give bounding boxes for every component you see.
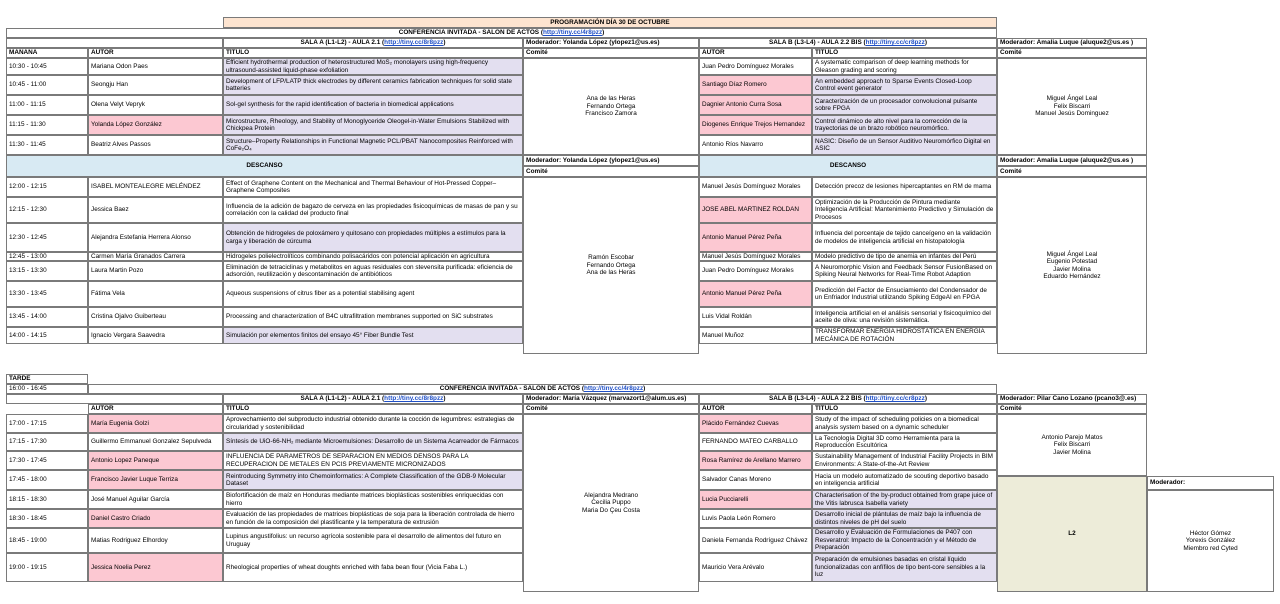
session-label-afternoon: TARDE	[6, 374, 88, 384]
col-comite-b2: Comité	[997, 166, 1147, 177]
title-room-a: Effect of Graphene Content on the Mechanical and Thermal Behaviour of Hot-Pressed Copper–Graphene Composites	[223, 177, 523, 197]
author-room-a: Ignacio Vergara Saavedra	[88, 327, 223, 344]
title-room-a: Evaluación de las propiedades de matrices bioplásticas de soja para la liberación controlada de hierro en función de la composición del plastificante y la temperatura de extrusión	[223, 509, 523, 528]
committee-member: Manuel Jesús Dominguez	[1035, 110, 1109, 118]
col-autor-a: AUTOR	[88, 48, 223, 58]
room-a-prefix: SALA A (L1-L2) - AULA 2.1 (	[300, 395, 385, 403]
time-slot: 12:15 - 12:30	[6, 197, 88, 223]
afternoon-moderator-b: Moderador: Pilar Cano Lozano (pcano3@.es)	[997, 394, 1147, 404]
committee-a-block2	[523, 177, 699, 354]
afternoon-blank-head	[6, 404, 88, 414]
committee-member: Ana de las Heras	[586, 269, 636, 277]
afternoon-room-a-header	[223, 394, 523, 404]
author-room-b: Diogenes Enrique Trejos Hernandez	[699, 115, 812, 135]
title-room-a: Development of LFP/LATP thick electrodes by different ceramics fabrication techniques for solid state batteries	[223, 75, 523, 95]
room-a-link[interactable]: http://tiny.cc/8r8pzz	[384, 395, 444, 403]
title-room-a: Obtención de hidrogeles de poloxámero y quitosano con propiedades múltiples a estímulos para la carga y liberación de cúrcuma	[223, 223, 523, 252]
author-room-a: Guillermo Emmanuel Gonzalez Sepulveda	[88, 433, 223, 451]
author-room-a: Matias Rodriguez Elhordoy	[88, 528, 223, 553]
title-room-a: Síntesis de UiO-66-NH₂ mediante Microemulsiones: Desarrollo de un Sistema Acarreador de Fármacos	[223, 433, 523, 451]
author-room-a: ISABEL MONTEALEGRE MELÉNDEZ	[88, 177, 223, 197]
room-a-suffix: )	[443, 395, 446, 403]
morning-moderator-a: Moderador: Yolanda López (ylopez1@us.es)	[523, 38, 699, 48]
title-room-b: NASIC: Diseño de un Sensor Auditivo Neuromórfico Digital en ASIC	[812, 135, 997, 155]
author-room-b: Salvador Canas Moreno	[699, 470, 812, 490]
time-slot: 18:30 - 18:45	[6, 509, 88, 528]
l2-block: L2	[997, 476, 1147, 592]
author-room-a: Yolanda López González	[88, 115, 223, 135]
afternoon-empty-head	[6, 394, 223, 404]
invited-prefix: CONFERENCIA INVITADA - SALÓN DE ACTOS (	[439, 385, 584, 393]
col-titulo-b: TÍTULO	[812, 404, 997, 414]
time-slot: 17:15 - 17:30	[6, 433, 88, 451]
author-room-b: Dagnier Antonio Curra Sosa	[699, 95, 812, 115]
room-a-link[interactable]: http://tiny.cc/8r8pzz	[384, 39, 444, 47]
committee-member: Antonio Parejo Matos	[1041, 433, 1103, 441]
time-slot: 17:00 - 17:15	[6, 414, 88, 433]
invited-prefix: CONFERENCIA INVITADA - SALÓN DE ACTOS (	[398, 29, 543, 37]
title-room-a: Simulación por elementos finitos del ensayo 45° Fiber Bundle Test	[223, 327, 523, 344]
committee-c-afternoon	[1147, 490, 1274, 592]
author-room-a: Fátima Vela	[88, 281, 223, 307]
title-room-a: Influencia de la adición de bagazo de cerveza en las propiedades fisicoquímicas de masas de pan y su correlación con la calidad del producto final	[223, 197, 523, 223]
time-slot: 11:15 - 11:30	[6, 115, 88, 135]
title-room-a: Microstructure, Rheology, and Stability of Monoglyceride Oleogel-in-Water Emulsions Stabilized with Chickpea Protein	[223, 115, 523, 135]
invited-link[interactable]: http://tiny.cc/4r8pzz	[583, 385, 644, 393]
time-slot: 19:00 - 19:15	[6, 553, 88, 582]
invited-link[interactable]: http://tiny.cc/4r8pzz	[542, 29, 603, 37]
room-b-suffix: )	[924, 39, 927, 47]
title-room-b: Desarrollo y Evaluación de Formulaciones de P407 con Resveratrol: Impacto de la Concentración y el Método de Preparación	[812, 528, 997, 553]
committee-member: Fernando Ortega	[586, 102, 636, 110]
committee-b-afternoon	[997, 414, 1147, 476]
title-room-a: Eliminación de tetraciclinas y metabolitos en aguas residuales con stevensita purificada: eficiencia de adsorción, reutilización y descontaminación de antibióticos	[223, 261, 523, 281]
author-room-a: Jessica Noelia Perez	[88, 553, 223, 582]
break-row-a: DESCANSO	[6, 155, 523, 177]
title-room-b: TRANSFORMAR ENERGÍA HIDROSTÁTICA EN ENERGÍA MECÁNICA DE ROTACIÓN	[812, 327, 997, 344]
invited-suffix: )	[643, 385, 646, 393]
afternoon-room-b-header	[699, 394, 997, 404]
author-room-b: Mauricio Vera Arévalo	[699, 553, 812, 582]
author-room-b: Juan Pedro Domínguez Morales	[699, 261, 812, 281]
time-slot: 12:00 - 12:15	[6, 177, 88, 197]
committee-member: Maria Do Çeu Costa	[582, 506, 640, 514]
col-titulo-a: TÍTULO	[223, 48, 523, 58]
afternoon-moderator-c: Moderador:	[1147, 476, 1274, 490]
title-room-a: Sol-gel synthesis for the rapid identification of bacteria in biomedical applications	[223, 95, 523, 115]
author-room-b: Santiago Díaz Romero	[699, 75, 812, 95]
time-slot: 12:45 - 13:00	[6, 252, 88, 261]
committee-a-block1	[523, 58, 699, 155]
author-room-b: Plácido Fernández Cuevas	[699, 414, 812, 433]
author-room-a: Antonio Lopez Paneque	[88, 451, 223, 470]
morning-room-b-header	[699, 38, 997, 48]
title-room-b: Sustainability Management of Industrial Facility Projects in BIM Environments: A State-of-the-Art Review	[812, 451, 997, 470]
afternoon-invited-time: 16:00 - 16:45	[6, 384, 88, 394]
col-comite-a2: Comité	[523, 166, 699, 177]
title-room-a: Efficient hydrothermal production of heterostructured MoS₂ monolayers using high-frequency ultrasound-assisted liquid-phase exfoliation	[223, 58, 523, 75]
title-room-a: Processing and characterization of B4C ultrafiltration membranes supported on SiC substrates	[223, 307, 523, 327]
time-slot: 11:30 - 11:45	[6, 135, 88, 155]
time-slot: 17:45 - 18:00	[6, 470, 88, 490]
author-room-b: Lucia Pucciarelli	[699, 490, 812, 509]
title-room-b: Control dinámico de alto nivel para la corrección de la trayectorias de un brazo robótico neuromórfico.	[812, 115, 997, 135]
author-room-a: José Manuel Aguilar García	[88, 490, 223, 509]
title-room-b: Characterisation of the by-product obtained from grape juice of the Vitis labrusca Isabella variety	[812, 490, 997, 509]
committee-member: Ramón Escobar	[588, 254, 634, 262]
afternoon-moderator-a: Moderador: María Vázquez (marvazort1@alum.us.es)	[523, 394, 699, 404]
title-room-b: Hacia un modelo automatizado de scouting deportivo basado en inteligencia artificial	[812, 470, 997, 490]
col-titulo-b: TÍTULO	[812, 48, 997, 58]
room-b-suffix: )	[924, 395, 927, 403]
author-room-b: Juan Pedro Domínguez Morales	[699, 58, 812, 75]
time-slot: 17:30 - 17:45	[6, 451, 88, 470]
title-room-a: Reintroducing Symmetry into Chemoinformatics: A Complete Classification of the GDB-9 Molecular Dataset	[223, 470, 523, 490]
author-room-a: Beatriz Alves Passos	[88, 135, 223, 155]
committee-member: Yorexis González	[1185, 537, 1236, 545]
committee-member: Fernando Ortega	[586, 261, 636, 269]
break-row-b: DESCANSO	[699, 155, 997, 177]
committee-member: Javier Molina	[1053, 448, 1091, 456]
title-room-b: Modelo predictivo de tipo de anemia en infantes del Perú	[812, 252, 997, 261]
title-room-b: Optimización de la Producción de Pintura mediante Inteligencia Artificial: Mantenimiento Predictivo y Simulación de Procesos	[812, 197, 997, 223]
committee-member: Héctor Gómez	[1189, 529, 1232, 537]
committee-b-block1	[997, 58, 1147, 155]
author-room-a: Olena Velyt Vepryk	[88, 95, 223, 115]
committee-a-afternoon	[523, 414, 699, 592]
committee-member: Miembro red Cyted	[1183, 544, 1238, 552]
title-room-b: Study of the impact of scheduling policies on a biomedical analysis system based on a dynamic scheduler	[812, 414, 997, 433]
col-autor-a: AUTOR	[88, 404, 223, 414]
col-comite-a: Comité	[523, 404, 699, 414]
committee-member: Eduardo Hernández	[1043, 272, 1101, 280]
morning-room-a-header	[223, 38, 523, 48]
title-room-b: Predicción del Factor de Ensuciamiento del Condensador de un Enfriador Industrial utilizando Spiking EdgeAI en FPGA	[812, 281, 997, 307]
title-room-b: A systematic comparison of deep learning methods for Gleason grading and scoring	[812, 58, 997, 75]
committee-member: Cecilia Puppo	[591, 499, 631, 507]
author-room-b: JOSE ABEL MARTINEZ ROLDAN	[699, 197, 812, 223]
room-b-prefix: SALA B (L3-L4) - AULA 2.2 BIS (	[769, 39, 866, 47]
author-room-a: Francisco Javier Luque Terriza	[88, 470, 223, 490]
author-room-a: Mariana Odon Paes	[88, 58, 223, 75]
committee-member: Miguel Ángel Leal	[1046, 95, 1098, 103]
title-room-a: Lupinus angustifolius: un recurso agrícola sostenible para el desarrollo de alimentos del futuro en Uruguay	[223, 528, 523, 553]
title-room-b: La Tecnología Digital 3D como Herramienta para la Reproducción Escultórica	[812, 433, 997, 451]
morning-moderator-b2: Moderador: Amalia Luque (aluque2@us.es )	[997, 155, 1147, 166]
time-slot: 18:45 - 19:00	[6, 528, 88, 553]
author-room-a: María Eugenia Golzi	[88, 414, 223, 433]
time-slot: 10:45 - 11:00	[6, 75, 88, 95]
author-room-b: Daniela Fernanda Rodríguez Chávez	[699, 528, 812, 553]
author-room-a: Carmen María Granados Carrera	[88, 252, 223, 261]
author-room-b: FERNANDO MATEO CARBALLO	[699, 433, 812, 451]
committee-member: Alejandra Medrano	[584, 491, 638, 499]
title-room-b: An embedded approach to Sparse Events Closed-Loop Control event generator	[812, 75, 997, 95]
title-room-a: Rheological properties of wheat doughts enriched with faba bean flour (Vicia Faba L.)	[223, 553, 523, 582]
author-room-b: Antonio Manuel Pérez Peña	[699, 223, 812, 252]
room-b-link[interactable]: http://tiny.cc/cr8pzz	[865, 39, 925, 47]
author-room-b: Luis Vidal Roldán	[699, 307, 812, 327]
title-room-b: Desarrollo inicial de plántulas de maíz bajo la influencia de distintos niveles de pH del suelo	[812, 509, 997, 528]
committee-member: Francisco Zamora	[585, 110, 637, 118]
author-room-a: Alejandra Estefania Herrera Alonso	[88, 223, 223, 252]
title-room-a: Aqueous suspensions of citrus fiber as a potential stabilising agent	[223, 281, 523, 307]
time-slot: 11:00 - 11:15	[6, 95, 88, 115]
author-room-b: Luvis Paola León Romero	[699, 509, 812, 528]
room-b-prefix: SALA B (L3-L4) - AULA 2.2 BIS (	[769, 395, 866, 403]
morning-moderator-a2: Moderador: Yolanda López (ylopez1@us.es)	[523, 155, 699, 166]
author-room-a: Laura Martin Pozo	[88, 261, 223, 281]
room-b-link[interactable]: http://tiny.cc/cr8pzz	[865, 395, 925, 403]
title-room-b: Influencia del porcentaje de tejido canceígeno en la validación de modelos de inteligencia artificial en histopatología	[812, 223, 997, 252]
author-room-b: Manuel Muñoz	[699, 327, 812, 344]
committee-member: Felix Biscarri	[1053, 441, 1091, 449]
col-titulo-a: TÍTULO	[223, 404, 523, 414]
time-slot: 12:30 - 12:45	[6, 223, 88, 252]
committee-b-block2	[997, 177, 1147, 354]
session-label-morning: MAÑANA	[6, 48, 88, 58]
title-room-a: Biofortificación de maíz en Honduras mediante matrices bioplásticas sostenibles enriquecidas con hierro	[223, 490, 523, 509]
time-slot: 18:15 - 18:30	[6, 490, 88, 509]
col-comite-a: Comité	[523, 48, 699, 58]
author-room-b: Manuel Jesús Domínguez Morales	[699, 177, 812, 197]
col-comite-b: Comité	[997, 404, 1147, 414]
author-room-a: Cristina Ojalvo Guiberteau	[88, 307, 223, 327]
page-title: PROGRAMACIÓN DÍA 30 DE OCTUBRE	[223, 17, 997, 28]
title-room-a: Structure–Property Relationships in Functional Magnetic PCL/PBAT Nanocomposites Reinforced with CoFe₂O₄	[223, 135, 523, 155]
title-room-b: Caracterización de un procesador convolucional pulsante sobre FPGA	[812, 95, 997, 115]
title-room-a: INFLUENCIA DE PARAMETROS DE SEPARACION EN MEDIOS DENSOS PARA LA RECUPERACION DE METALES EN PCIS PREVIAMENTE MICRONIZADOS	[223, 451, 523, 470]
committee-member: Ana de las Heras	[586, 95, 636, 103]
time-slot: 13:15 - 13:30	[6, 261, 88, 281]
invited-suffix: )	[602, 29, 605, 37]
committee-member: Eugenio Potestad	[1046, 258, 1098, 266]
room-a-prefix: SALA A (L1-L2) - AULA 2.1 (	[300, 39, 385, 47]
title-room-b: Inteligencia artificial en el análisis sensorial y fisicoquímico del aceite de oliva: una revisión sistemática.	[812, 307, 997, 327]
time-slot: 14:00 - 14:15	[6, 327, 88, 344]
afternoon-invited-conference	[88, 384, 997, 394]
time-slot: 13:30 - 13:45	[6, 281, 88, 307]
title-room-b: Preparación de emulsiones basadas en cristal líquido funcionalizadas con anfífilos de tipo bent-core sensibles a la luz	[812, 553, 997, 582]
author-room-b: Antonio Manuel Pérez Peña	[699, 281, 812, 307]
title-room-a: Hidrogeles polielectrolíticos combinando polisacáridos con potencial aplicación en agricultura	[223, 252, 523, 261]
morning-invited-conference	[6, 28, 997, 38]
author-room-a: Seongju Han	[88, 75, 223, 95]
title-room-b: A Neuromorphic Vision and Feedback Sensor FusionBased on Spiking Neural Networks for Real-Time Robot Adaption	[812, 261, 997, 281]
author-room-b: Rosa Ramírez de Arellano Marrero	[699, 451, 812, 470]
time-slot: 13:45 - 14:00	[6, 307, 88, 327]
morning-moderator-b: Moderador: Amalia Luque (aluque2@us.es )	[997, 38, 1147, 48]
author-room-b: Antonio Ríos Navarro	[699, 135, 812, 155]
morning-empty-head	[6, 38, 223, 48]
title-room-a: Aprovechamiento del subproducto industrial obtenido durante la cocción de legumbres: estrategias de circularidad y sostenibilidad	[223, 414, 523, 433]
title-room-b: Detección precoz de lesiones hipercaptantes en RM de mama	[812, 177, 997, 197]
author-room-a: Jessica Baez	[88, 197, 223, 223]
col-autor-b: AUTOR	[699, 48, 812, 58]
time-slot: 10:30 - 10:45	[6, 58, 88, 75]
author-room-b: Manuel Jesús Domínguez Morales	[699, 252, 812, 261]
room-a-suffix: )	[443, 39, 446, 47]
committee-member: Felix Biscarri	[1053, 102, 1091, 110]
col-autor-b: AUTOR	[699, 404, 812, 414]
author-room-a: Daniel Castro Criado	[88, 509, 223, 528]
col-comite-b: Comité	[997, 48, 1147, 58]
committee-member: Javier Molina	[1053, 265, 1091, 273]
committee-member: Miguel Ángel Leal	[1046, 250, 1098, 258]
